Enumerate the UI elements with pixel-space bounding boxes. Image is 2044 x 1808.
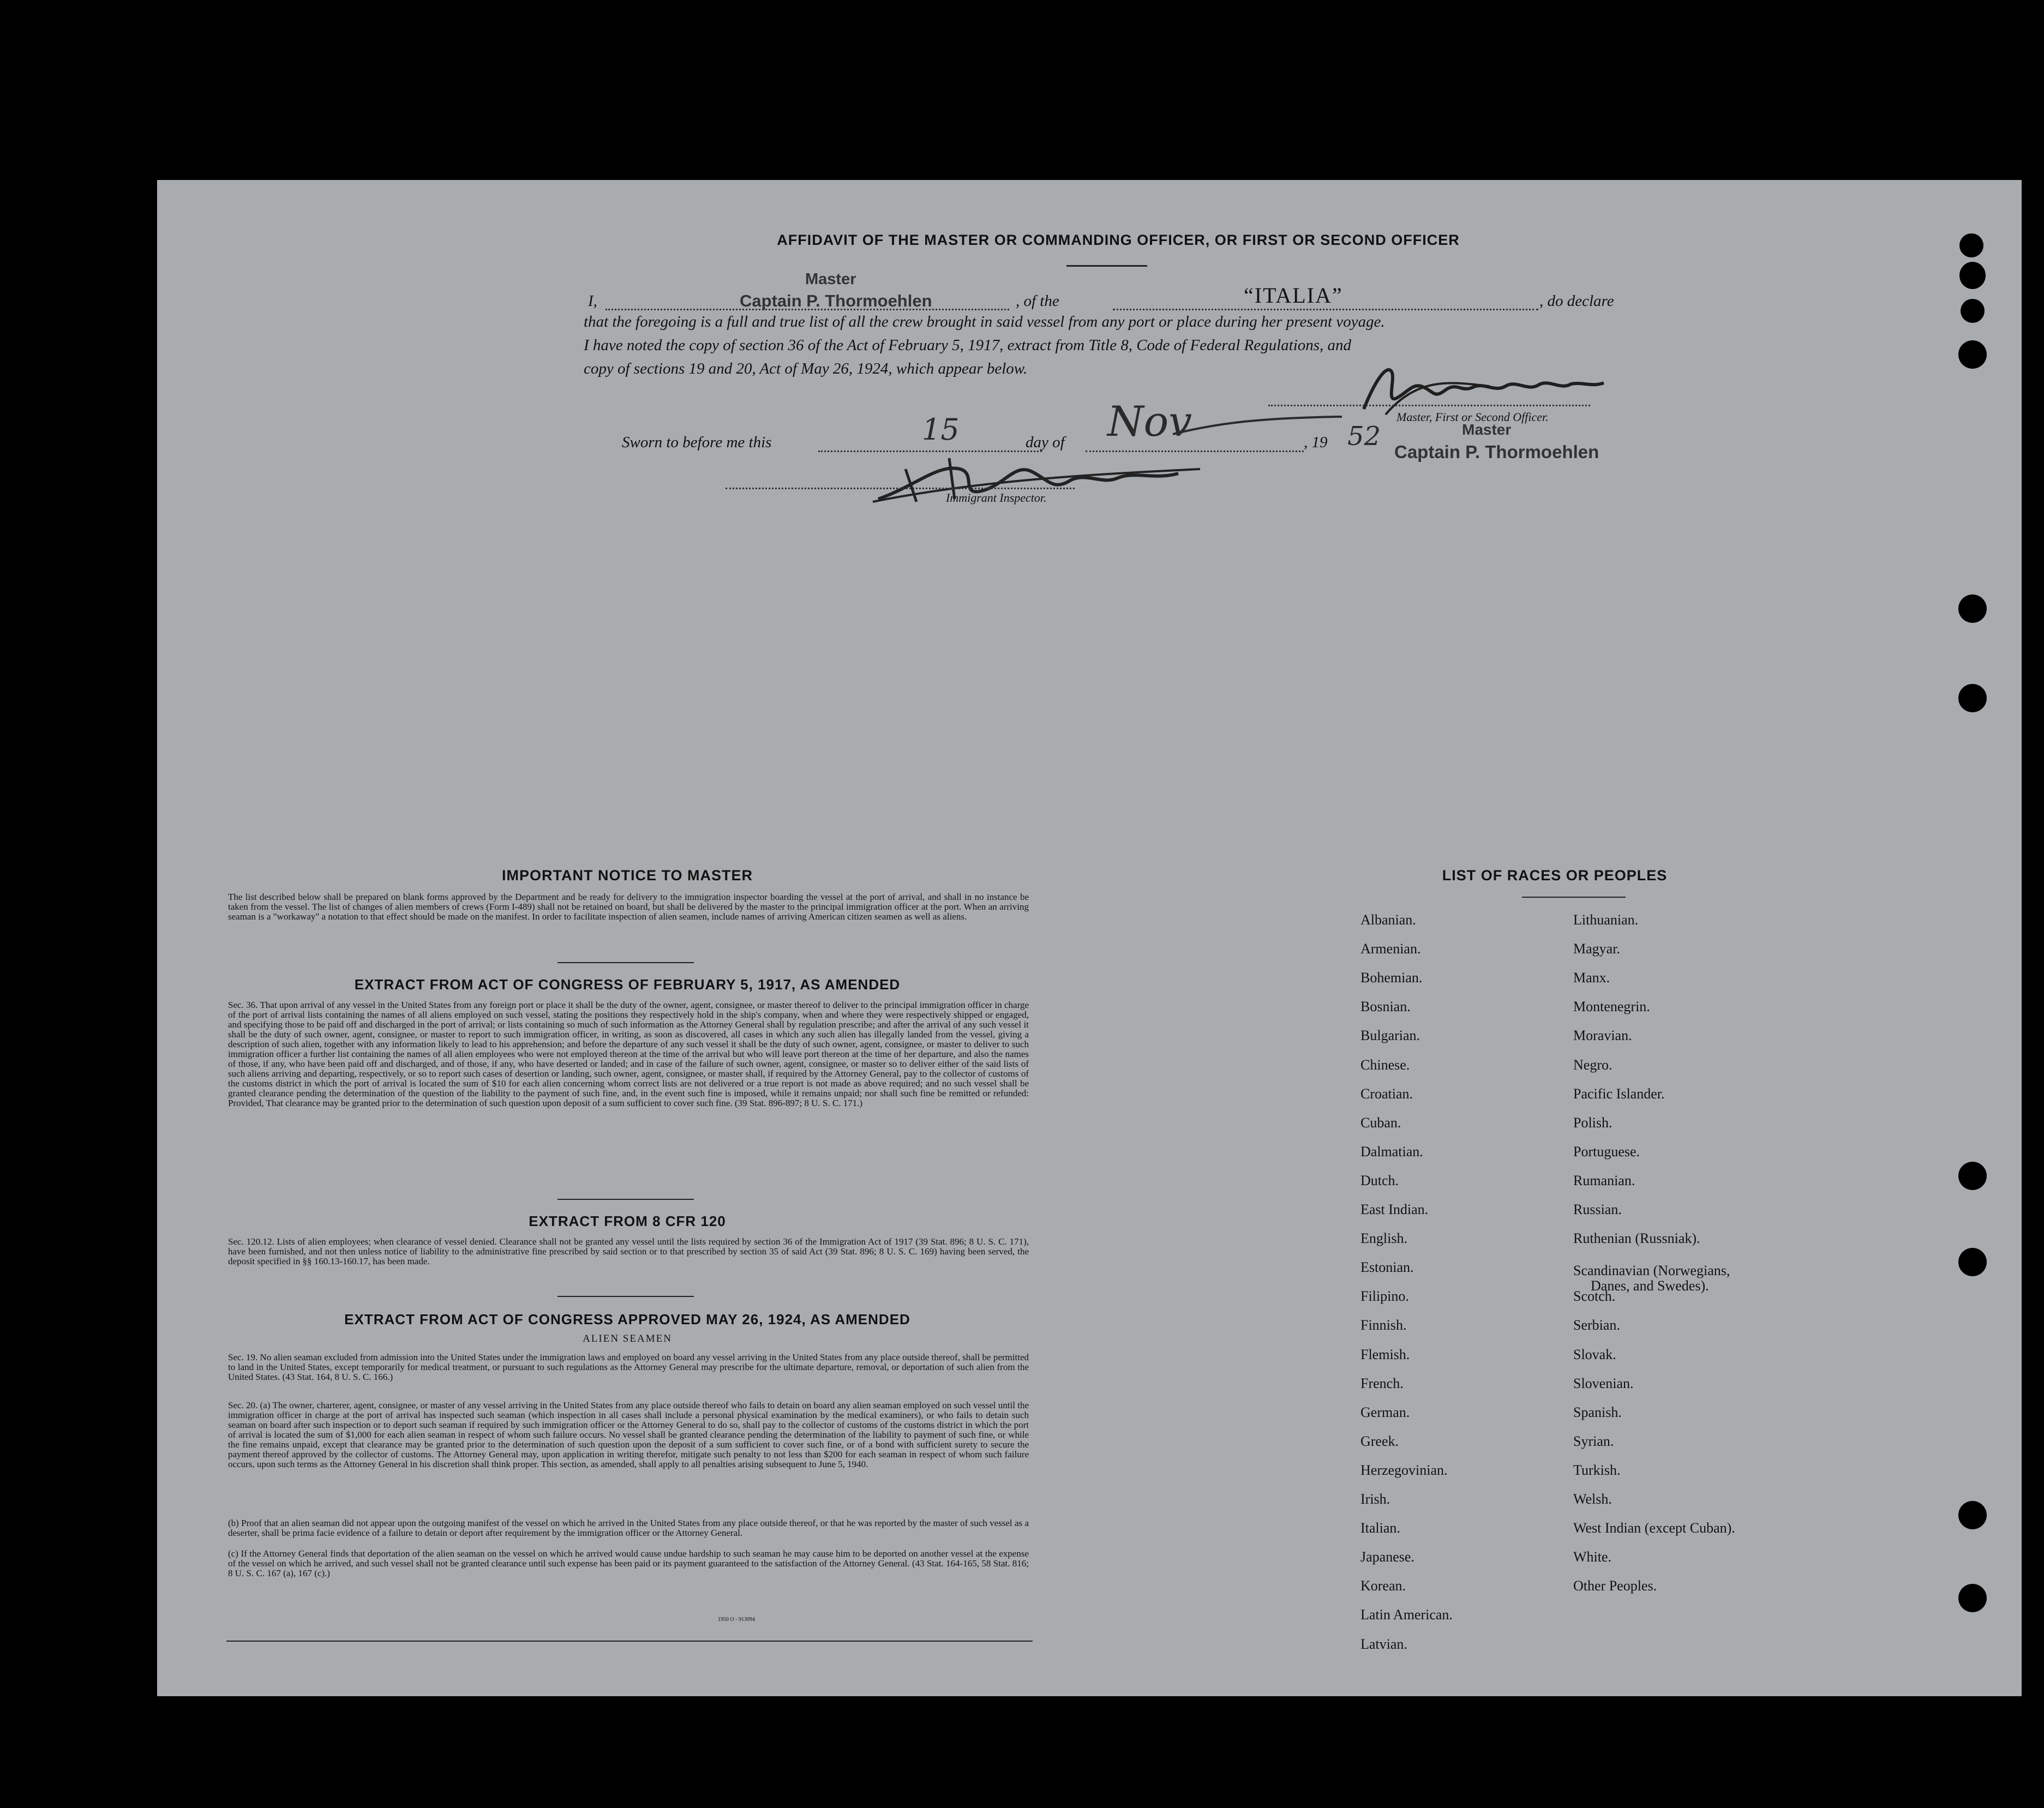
race-item: Korean.: [1360, 1578, 1406, 1594]
race-item: Finnish.: [1360, 1317, 1407, 1334]
affidavit-line-3: I have noted the copy of section 36 of the Act of February 5, 1917, extract from Title 8, Code of Federal Regulations, and: [584, 337, 1352, 354]
master-name-stamp: Captain P. Thormoehlen: [740, 291, 932, 310]
print-code: 1950 O - 913094: [717, 1617, 756, 1623]
race-item: Cuban.: [1360, 1114, 1401, 1131]
inspector-caption: Immigrant Inspector.: [946, 491, 1047, 504]
race-item: Italian.: [1360, 1520, 1400, 1536]
affidavit-line-4: copy of sections 19 and 20, Act of May 26, 1924, which appear below.: [584, 360, 1028, 377]
day-of-label: day of: [1026, 434, 1065, 451]
punch-hole: [1958, 1162, 1987, 1190]
race-item: Irish.: [1360, 1491, 1390, 1507]
alien-seamen-subtitle: ALIEN SEAMEN: [583, 1333, 672, 1344]
race-item: Croatian.: [1360, 1085, 1413, 1102]
punch-hole: [1958, 1584, 1987, 1612]
race-item: Rumanian.: [1573, 1172, 1635, 1188]
race-item: Chinese.: [1360, 1056, 1410, 1073]
section-rule: [558, 1296, 694, 1297]
race-item: Pacific Islander.: [1573, 1085, 1665, 1102]
master-caption: Master, First or Second Officer.: [1396, 410, 1549, 424]
of-the-label: , of the: [1016, 292, 1059, 310]
extract-1917-title: EXTRACT FROM ACT OF CONGRESS OF FEBRUARY 5, 1917, AS AMENDED: [354, 976, 901, 993]
sworn-month-handwritten: Nov: [1107, 397, 1192, 446]
race-item: Latin American.: [1360, 1607, 1453, 1623]
race-item: Scotch.: [1573, 1288, 1616, 1305]
extract-1917-body: Sec. 36. That upon arrival of any vessel in the United States from any foreign port or place it shall be the duty of the owner, agent, consignee, or master thereof to deliver to the principal immigration officer in charge of the port of arrival lists containing the names of all aliens employed on such vessel, stating the positions they respectively hold in the ship's company, when and where they were respectively shipped or engaged, and specifying those to be paid off and discharged in the port of arrival; or lists containing so much of such information as the Attorney General shall by regulation prescribe; and after the arrival of any such vessel it shall be the duty of such owner, agent, consignee, or master to report to such immigration officer, in writing, as soon as discovered, all cases in which any such alien has illegally landed from the vessel, giving a description of such alien, together with any information likely to lead to his apprehension; and before the departure of any such vessel it shall be the duty of such owner, agent, consignee, or master to deliver to such immigration officer a further list containing the names of all alien employees who were not employed thereon at the time of the arrival but who will leave port thereon at the time of her departure, and also the names of those, if any, who have been paid off and discharged, and of those, if any, who have deserted or landed; and in case of the failure of such owner, agent, consignee, or master so to deliver either of the said lists of such aliens arriving and departing, respectively, or so to report such cases of desertion or landing, such owner, agent, consignee, or master shall, if required by the Attorney General, pay to the collector of customs of the customs district in which the port of arrival is located the sum of $10 for each alien concerning whom correct lists are not delivered or a true report is not made as above required; and no such vessel shall be granted clearance pending the determination of the question of the liability to the payment of such fine, and, in the event such fine is imposed, while it remains unpaid; nor shall such fine be remitted or refunded: Provided, That clearance may be granted prior to the determination of such question upon deposit of a sum sufficient to cover such fine. (39 Stat. 896-897; 8 U. S. C. 171.): [228, 1000, 1029, 1108]
race-item: Portuguese.: [1573, 1143, 1640, 1160]
punch-hole: [1958, 594, 1987, 623]
master-stamp-small: Master: [805, 271, 856, 288]
race-item: Slovak.: [1573, 1346, 1616, 1362]
inspector-line: [726, 488, 1075, 489]
punch-hole: [1958, 1248, 1987, 1276]
race-item: East Indian.: [1360, 1202, 1429, 1217]
race-item: Dutch.: [1360, 1172, 1399, 1188]
race-item: Scandinavian (Norwegians,: [1573, 1263, 1730, 1279]
race-item: Moravian.: [1573, 1028, 1632, 1044]
vessel-name: “ITALIA”: [1244, 283, 1343, 308]
race-item: German.: [1360, 1404, 1410, 1420]
race-item: Bosnian.: [1360, 999, 1411, 1015]
race-item: Syrian.: [1573, 1433, 1614, 1449]
race-item: Slovenian.: [1573, 1375, 1634, 1391]
race-item: French.: [1360, 1375, 1404, 1391]
year-label: , 19: [1304, 434, 1328, 451]
notice-body: The list described below shall be prepared on blank forms approved by the Department and be ready for delivery to the immigration inspector boarding the vessel at the port of arrival, and shall in no instance be taken from the vessel. The list of changes of alien members of crews (Form I-489) shall not be retained on board, but shall be delivered by the master to the principal immigration officer at the port. When an arriving seaman is a "workaway" a notation to that effect should be made on the manifest. In order to facilitate inspection of alien seamen, include names of arriving American citizen seamen as well as aliens.: [228, 892, 1029, 922]
punch-hole: [1958, 1501, 1987, 1529]
punch-hole: [1959, 262, 1986, 289]
race-item: Manx.: [1573, 970, 1610, 986]
affidavit-title: AFFIDAVIT OF THE MASTER OR COMMANDING OFFICER, OR FIRST OR SECOND OFFICER: [777, 232, 1460, 248]
race-item: Spanish.: [1573, 1404, 1622, 1420]
sec-20a-body: Sec. 20. (a) The owner, charterer, agent, consignee, or master of any vessel arriving in the United States from any place outside thereof who fails to detain on board any alien seaman employed on such vessel until the immigration officer in charge at the port of arrival has inspected such seaman (which inspection in all cases shall include a personal physical examination by the medical examiners), or who fails to detain such seaman on board after such inspection or to deport such seaman if required by such immigration officer or the Attorney General to do so, shall pay to the collector of customs of the customs district in which the port of arrival is located the sum of $1,000 for each alien seaman in respect of whom such failure occurs. No vessel shall be granted clearance pending the determination of the liability to payment of such fine, or while the fine remains unpaid, except that clearance may be granted prior to the determination of such question upon the deposit of a sum sufficient to cover such fine, or of a bond with sufficient surety to secure the payment thereof approved by the collector of customs. The Attorney General may, upon application in writing therefor, mitigate such penalty to not less than $200 for each seaman in respect of whom such failure occurs, upon such terms as the Attorney General in his discretion shall think proper. This section, as amended, shall apply to all penalties arising subsequent to June 5, 1940.: [228, 1400, 1029, 1469]
title-rule: [1066, 265, 1147, 267]
vessel-line: [1113, 309, 1538, 310]
race-item: Lithuanian.: [1573, 912, 1639, 928]
race-item: Latvian.: [1360, 1636, 1407, 1652]
extract-cfr-title: EXTRACT FROM 8 CFR 120: [529, 1213, 726, 1229]
sec-19-body: Sec. 19. No alien seaman excluded from admission into the United States under the immigration laws and employed on board any vessel arriving in the United States from any place outside thereof, shall be permitted to land in the United States, except temporarily for medical treatment, or pursuant to such regulations as the Attorney General may prescribe for the ultimate departure, removal, or deportation of such alien from the United States. (43 Stat. 164, 8 U. S. C. 166.): [228, 1352, 1029, 1382]
race-item: Ruthenian (Russniak).: [1573, 1230, 1700, 1247]
race-item: Albanian.: [1360, 912, 1416, 928]
race-item: Greek.: [1360, 1433, 1399, 1449]
punch-hole: [1958, 684, 1987, 712]
race-item: English.: [1360, 1230, 1407, 1247]
extract-cfr-body: Sec. 120.12. Lists of alien employees; when clearance of vessel denied. Clearance shall not be granted any vessel until the lists required by section 36 of the Immigration Act of 1917 (39 Stat. 896; 8 U. S. C. 171), have been furnished, and not then unless notice of liability to the administrative fine prescribed by said section or to that prescribed by section 35 of said Act (39 Stat. 896; 8 U. S. C. 169) having been served, the deposit specified in §§ 160.13-160.17, has been made.: [228, 1236, 1029, 1266]
race-item: Armenian.: [1360, 941, 1421, 957]
race-item: Bulgarian.: [1360, 1028, 1420, 1044]
race-item: Serbian.: [1573, 1317, 1620, 1334]
affidavit-line-2: that the foregoing is a full and true list of all the crew brought in said vessel from any port or place during her present voyage.: [584, 313, 1385, 331]
sworn-day-handwritten: 15: [922, 412, 960, 447]
race-item: Magyar.: [1573, 941, 1620, 957]
year-handwritten: 52: [1347, 421, 1381, 452]
sworn-label: Sworn to before me this: [622, 434, 772, 451]
notice-title: IMPORTANT NOTICE TO MASTER: [502, 867, 753, 884]
race-item: Estonian.: [1360, 1259, 1414, 1276]
master-stamp-2-name: Captain P. Thormoehlen: [1394, 442, 1599, 462]
punch-hole: [1959, 233, 1983, 257]
sec-20b-body: (b) Proof that an alien seaman did not appear upon the outgoing manifest of the vessel on which he arrived in the United States from any place outside thereof, or that he was reported by the master of such vessel as a deserter, shall be prima facie evidence of a failure to detain or deport after requirement by the immigration officer or the Attorney General.: [228, 1518, 1029, 1538]
race-item: Dalmatian.: [1360, 1143, 1423, 1160]
sec-20c-body: (c) If the Attorney General finds that deportation of the alien seaman on the vessel on which he arrived would cause undue hardship to such seaman he may cause him to be deported on another vessel at the expense of the vessel on which he arrived, and such vessel shall not be granted clearance until such expense has been paid or its payment guaranteed to the satisfaction of the Attorney General. (43 Stat. 164-165, 58 Stat. 816; 8 U. S. C. 167 (a), 167 (c).): [228, 1548, 1029, 1578]
race-item: Danes, and Swedes).: [1591, 1278, 1709, 1294]
race-item: Flemish.: [1360, 1346, 1410, 1362]
extract-1924-title: EXTRACT FROM ACT OF CONGRESS APPROVED MAY 26, 1924, AS AMENDED: [344, 1311, 910, 1328]
master-signature-line: [1268, 405, 1590, 406]
section-rule: [558, 962, 694, 963]
races-title: LIST OF RACES OR PEOPLES: [1442, 867, 1668, 884]
race-item: Turkish.: [1573, 1462, 1621, 1478]
section-rule: [558, 1199, 694, 1200]
races-rule: [1522, 897, 1626, 898]
race-item: Russian.: [1573, 1202, 1622, 1217]
race-item: West Indian (except Cuban).: [1573, 1520, 1735, 1536]
race-item: Filipino.: [1360, 1288, 1409, 1305]
race-item: Herzegovinian.: [1360, 1462, 1448, 1478]
punch-hole: [1958, 340, 1987, 369]
race-item: Montenegrin.: [1573, 999, 1650, 1015]
race-item: Other Peoples.: [1573, 1578, 1657, 1594]
race-item: Negro.: [1573, 1056, 1613, 1073]
race-item: Welsh.: [1573, 1491, 1612, 1507]
punch-hole: [1961, 299, 1985, 323]
race-item: Polish.: [1573, 1114, 1613, 1131]
i-label: I,: [588, 292, 597, 310]
master-stamp-2-small: Master: [1462, 421, 1512, 438]
race-item: White.: [1573, 1549, 1612, 1565]
do-declare-label: , do declare: [1539, 292, 1614, 310]
bottom-rule: [226, 1641, 1033, 1642]
race-item: Japanese.: [1360, 1549, 1414, 1565]
race-item: Bohemian.: [1360, 970, 1423, 986]
